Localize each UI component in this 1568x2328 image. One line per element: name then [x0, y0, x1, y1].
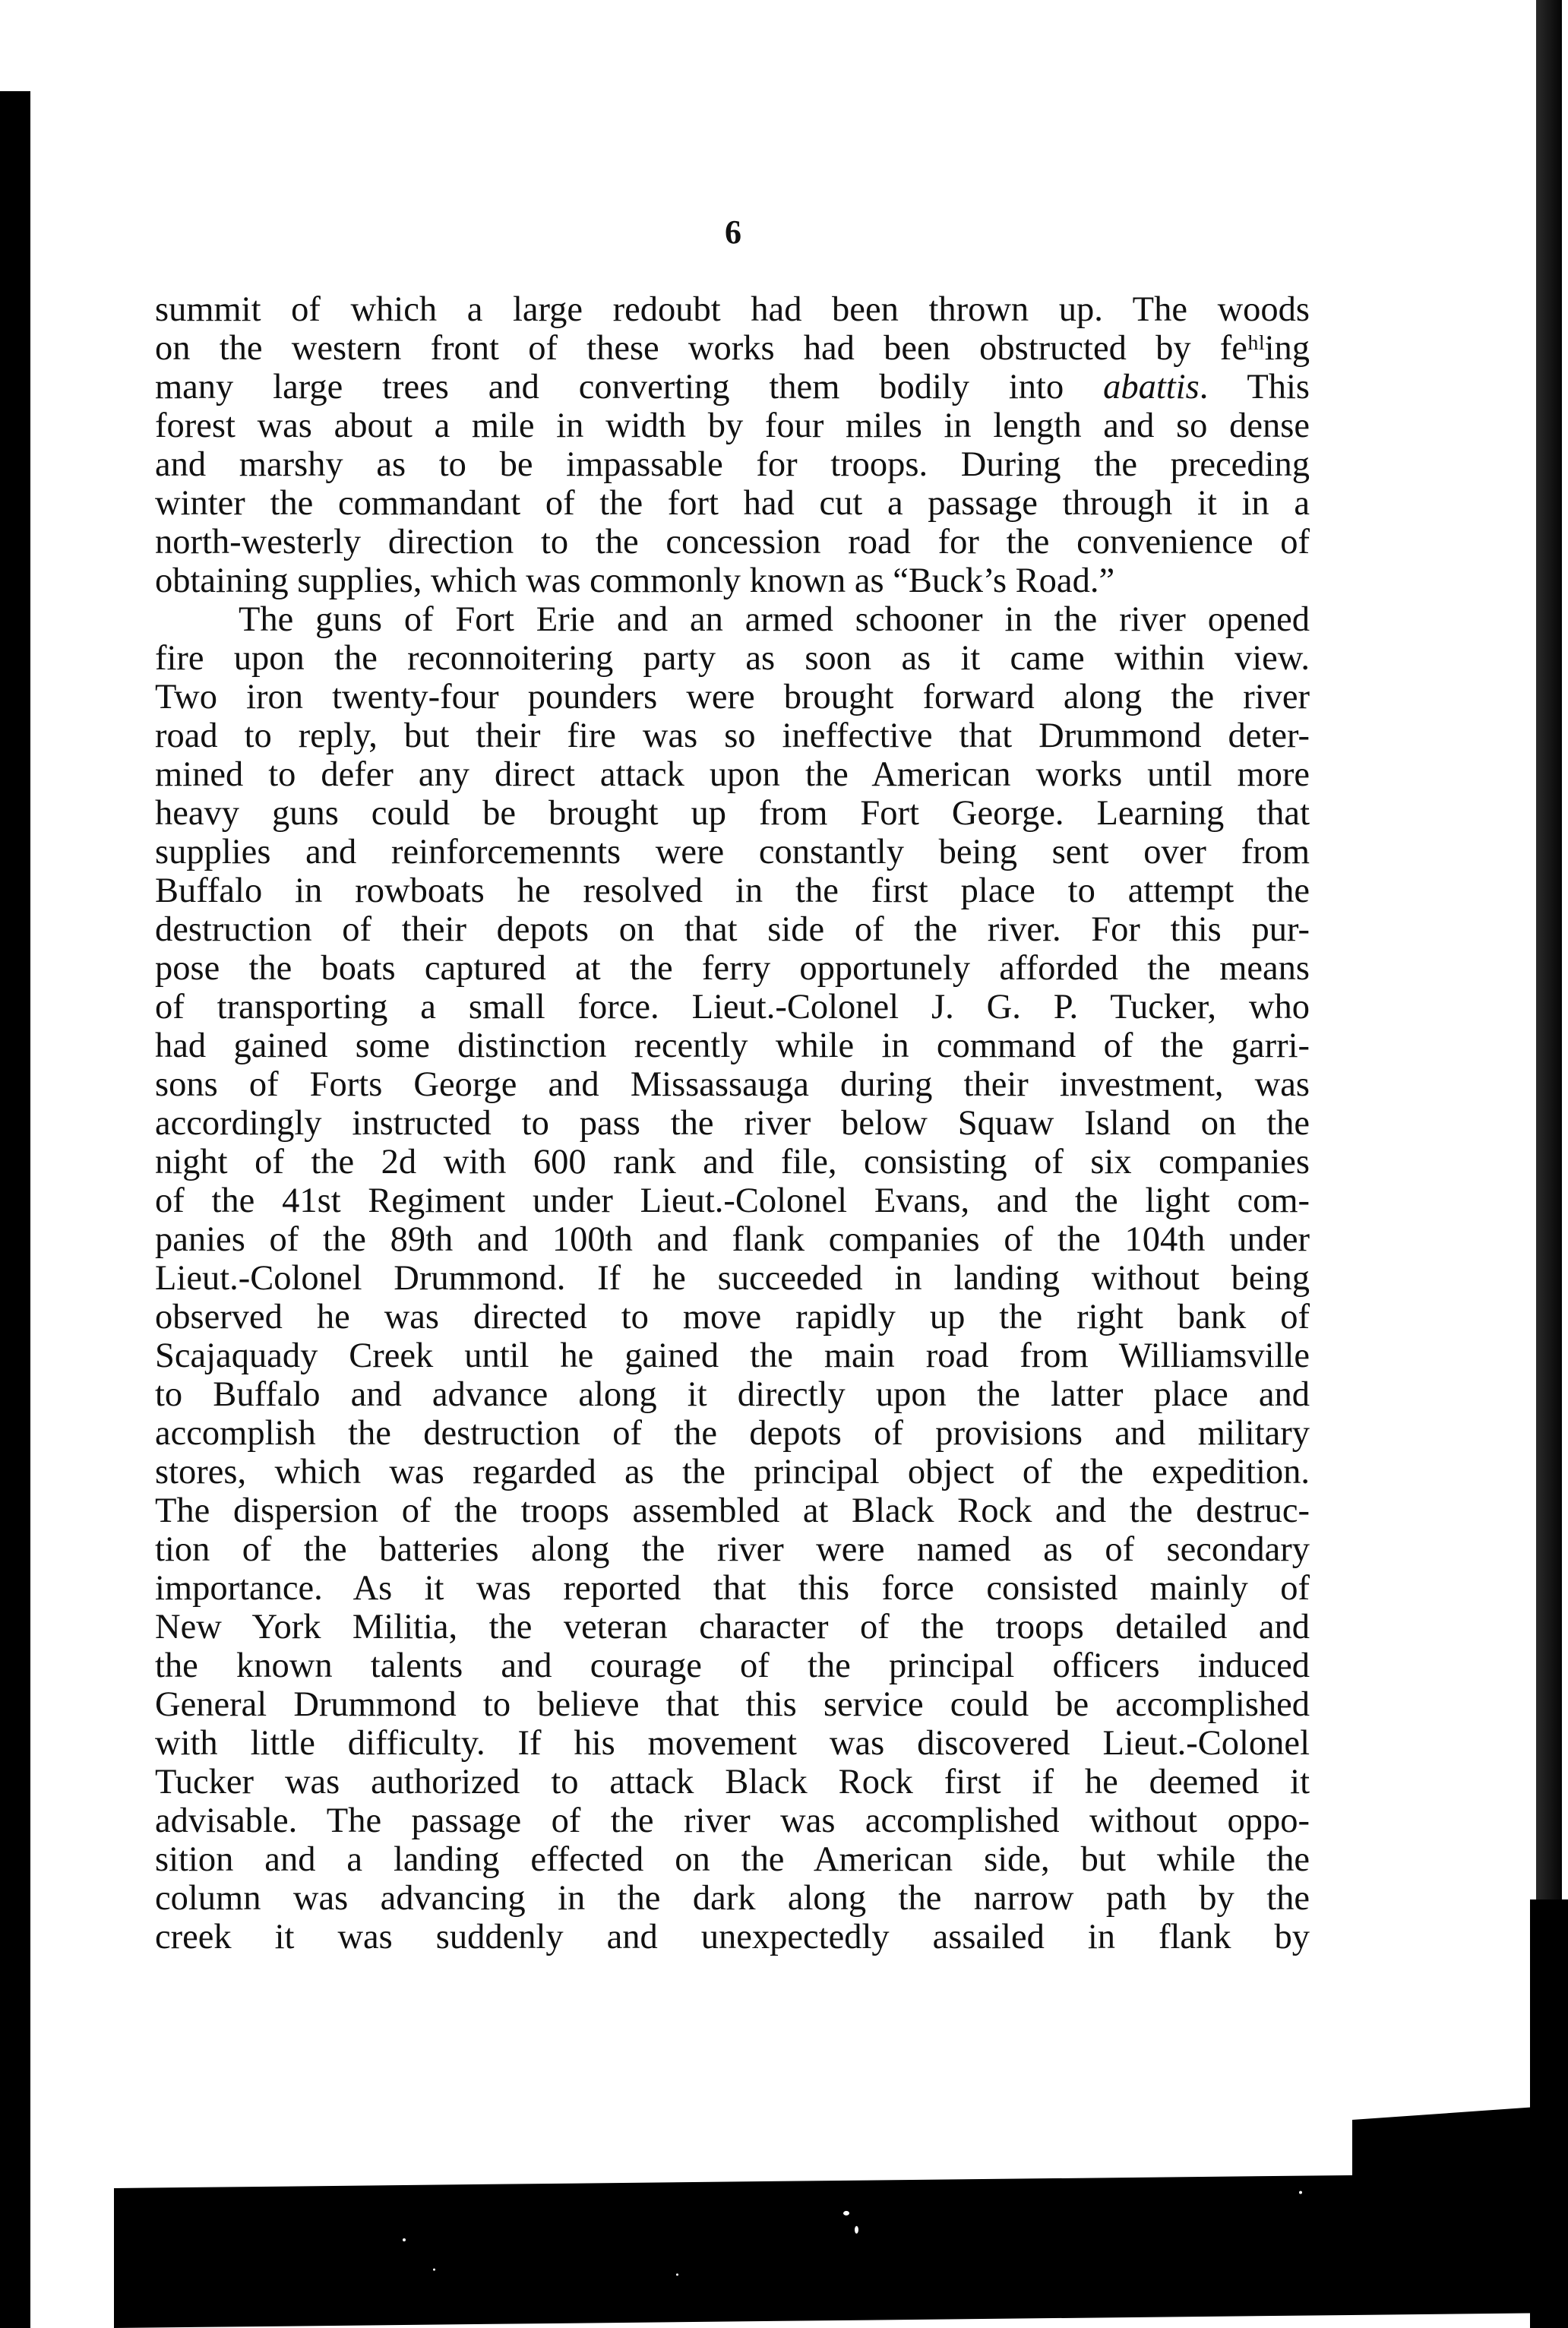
text-line: General Drummond to believe that this service could be accomplished — [155, 1685, 1310, 1724]
text-line: accordingly instructed to pass the river below Squaw Island on the — [155, 1104, 1310, 1143]
scan-speck — [433, 2269, 435, 2271]
text-line: pose the boats captured at the ferry opportunely afforded the means — [155, 949, 1310, 988]
text-line: summit of which a large redoubt had been thrown up. The woods — [155, 290, 1310, 329]
text-line: of transporting a small force. Lieut.-Colonel J. G. P. Tucker, who — [155, 988, 1310, 1026]
text-line: The dispersion of the troops assembled at Black Rock and the destruc- — [155, 1491, 1310, 1530]
left-binding-shadow — [0, 91, 30, 2328]
text-line: winter the commandant of the fort had cut a passage through it in a — [155, 484, 1310, 523]
italic-term: abattis — [1103, 368, 1200, 406]
text-line: Tucker was authorized to attack Black Rock first if he deemed it — [155, 1763, 1310, 1801]
text-line: advisable. The passage of the river was accomplished without oppo- — [155, 1801, 1310, 1840]
text-line: fire upon the reconnoitering party as soon as it came within view. — [155, 639, 1310, 678]
scan-speck — [855, 2226, 858, 2234]
body-text — [155, 290, 1310, 1956]
scan-speck — [1299, 2191, 1302, 2194]
text-line: column was advancing in the dark along the narrow path by the — [155, 1879, 1310, 1918]
text-line: mined to defer any direct attack upon the American works until more — [155, 755, 1310, 794]
text-line: Lieut.-Colonel Drummond. If he succeeded in landing without being — [155, 1259, 1310, 1298]
text-line: New York Militia, the veteran character of the troops detailed and — [155, 1608, 1310, 1646]
text-line: Buffalo in rowboats he resolved in the first place to attempt the — [155, 871, 1310, 910]
text-line: night of the 2d with 600 rank and file, consisting of six companies — [155, 1143, 1310, 1181]
text-line: panies of the 89th and 100th and flank companies of the 104th under — [155, 1220, 1310, 1259]
text-line: Scajaquady Creek until he gained the main road from Williamsville — [155, 1336, 1310, 1375]
text-line: destruction of their depots on that side of the river. For this pur- — [155, 910, 1310, 949]
text-line: tion of the batteries along the river were named as of secondary — [155, 1530, 1310, 1569]
scan-speck — [843, 2211, 849, 2216]
text-line: supplies and reinforcemennts were constantly being sent over from — [155, 833, 1310, 871]
text-line: forest was about a mile in width by four miles in length and so dense — [155, 406, 1310, 445]
scan-speck — [403, 2238, 406, 2241]
text-line: obtaining supplies, which was commonly known as “Buck’s Road.” — [155, 561, 1115, 600]
text-line: the known talents and courage of the principal officers induced — [155, 1646, 1310, 1685]
text-line: with little difficulty. If his movement was discovered Lieut.-Colonel — [155, 1724, 1310, 1763]
text-line: and marshy as to be impassable for troops. During the preceding — [155, 445, 1310, 484]
text-line: heavy guns could be brought up from Fort George. Learning that — [155, 794, 1310, 833]
text-line: north-westerly direction to the concession road for the convenience of — [155, 523, 1310, 561]
text-line: road to reply, but their fire was so ineffective that Drummond deter- — [155, 716, 1310, 755]
scan-speck — [676, 2273, 678, 2276]
text-line: observed he was directed to move rapidly up the right bank of — [155, 1298, 1310, 1336]
text-line: Two iron twenty-four pounders were brought forward along the river — [155, 678, 1310, 716]
text-line: importance. As it was reported that this force consisted mainly of — [155, 1569, 1310, 1608]
text-line: many large trees and converting them bodily into abattis. This — [155, 368, 1310, 406]
text-line: sons of Forts George and Missassauga during their investment, was — [155, 1065, 1310, 1104]
page-number: 6 — [725, 214, 741, 251]
text-line: accomplish the destruction of the depots of provisions and military — [155, 1414, 1310, 1453]
text-line: to Buffalo and advance along it directly upon the latter place and — [155, 1375, 1310, 1414]
text-line: had gained some distinction recently while in command of the garri- — [155, 1026, 1310, 1065]
text-line: on the western front of these works had been obstructed by feʰˡing — [155, 329, 1310, 368]
text-line: creek it was suddenly and unexpectedly assailed in flank by — [155, 1918, 1310, 1956]
bottom-scan-shadow — [114, 2173, 1568, 2328]
text-line: sition and a landing effected on the American side, but while the — [155, 1840, 1310, 1879]
text-line: stores, which was regarded as the principal object of the expedition. — [155, 1453, 1310, 1491]
right-binding-shadow — [1536, 0, 1562, 1975]
paragraph-start-line: The guns of Fort Erie and an armed schooner in the river opened — [239, 600, 1310, 639]
text-line: of the 41st Regiment under Lieut.-Colonel Evans, and the light com- — [155, 1181, 1310, 1220]
